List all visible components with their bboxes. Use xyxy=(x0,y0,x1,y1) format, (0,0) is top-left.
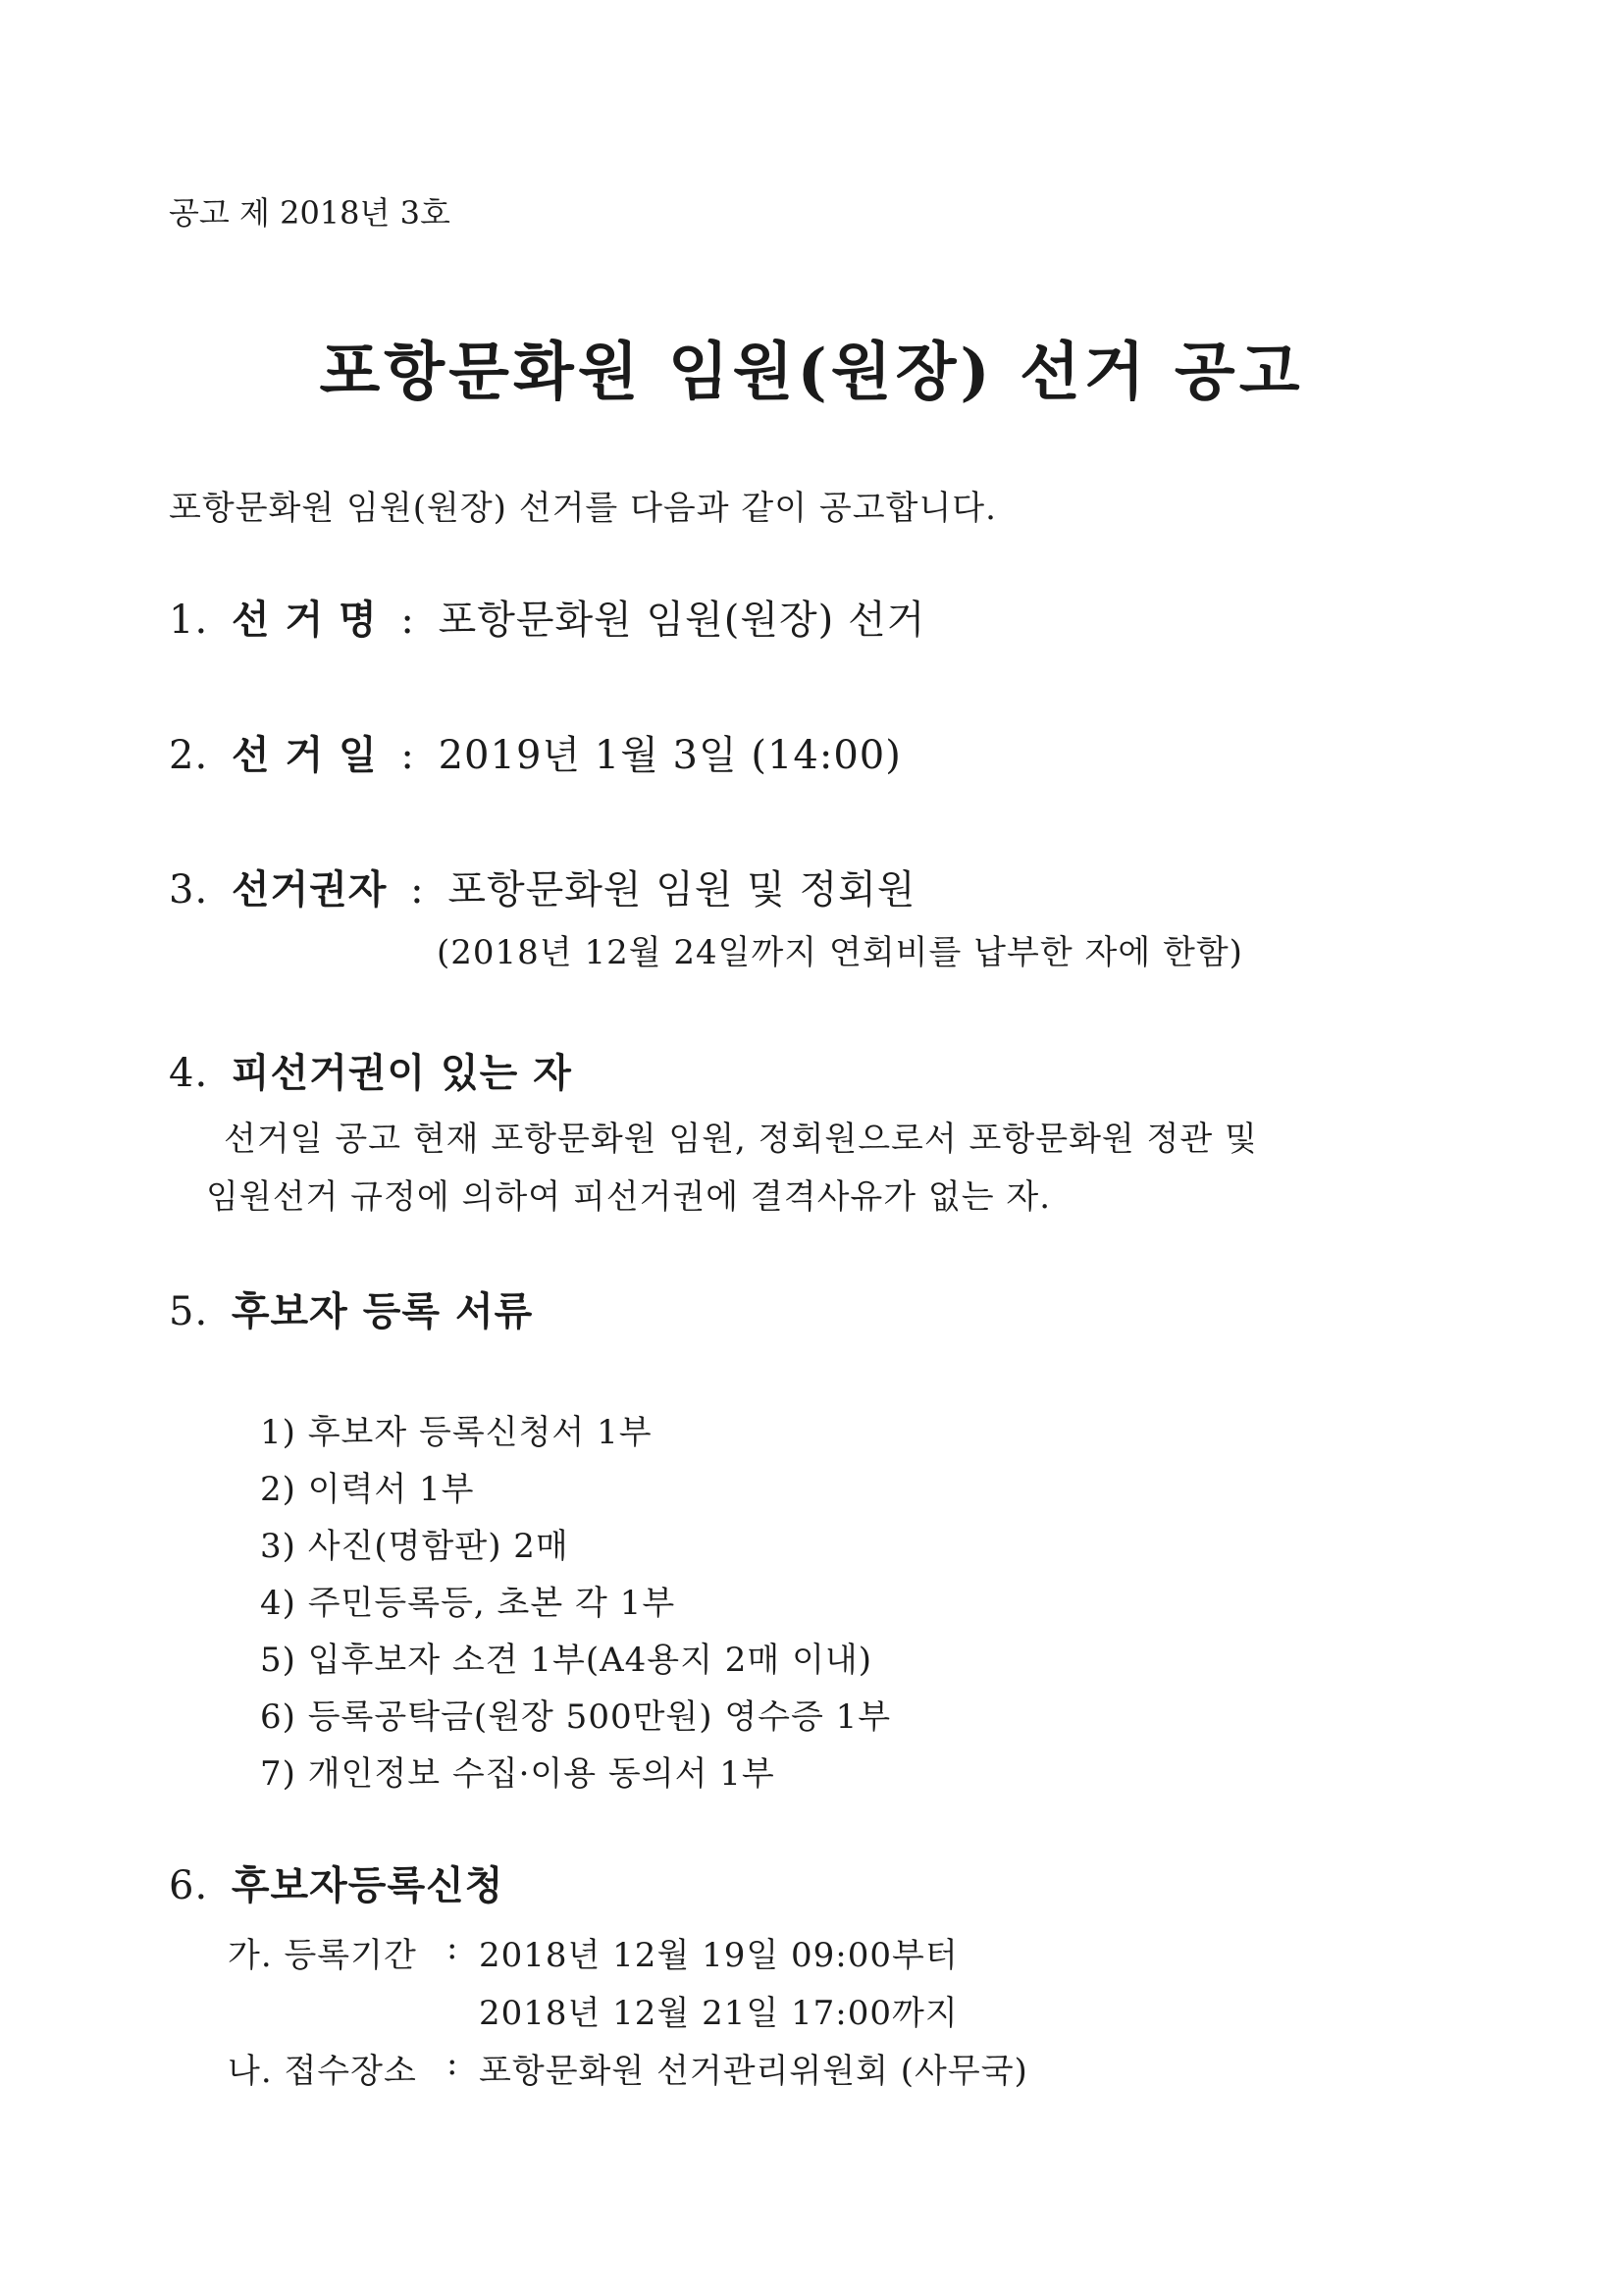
list-item: 2) 이력서 1부 xyxy=(260,1470,475,1509)
section-3-separator: : xyxy=(410,867,425,913)
list-item: 6) 등록공탁금(원장 500만원) 영수증 1부 xyxy=(260,1697,892,1737)
section-1 xyxy=(169,589,925,645)
registration-period-start: 2018년 12월 19일 09:00부터 xyxy=(479,1936,959,1975)
page-title: 포항문화원 임원(원장) 선거 공고 xyxy=(319,336,1304,409)
section-5-number: 5. xyxy=(169,1289,209,1334)
section-4-label: 피선거권이 있는 자 xyxy=(231,1050,572,1096)
section-2-value: 2019년 1월 3일 (14:00) xyxy=(438,733,902,778)
section-2-label: 선 거 일 xyxy=(231,732,378,778)
section-3-number: 3. xyxy=(169,867,209,913)
section-6-number: 6. xyxy=(169,1863,209,1908)
section-6 xyxy=(169,1854,503,1910)
reception-place-value: 포항문화원 선거관리위원회 (사무국) xyxy=(479,2052,1028,2091)
list-item: 3) 사진(명함판) 2매 xyxy=(260,1527,569,1566)
section-4-line-2: 임원선거 규정에 의하여 피선거권에 결격사유가 없는 자. xyxy=(206,1177,1052,1217)
section-4 xyxy=(169,1042,572,1098)
section-4-number: 4. xyxy=(169,1051,209,1096)
section-2-separator: : xyxy=(400,733,415,778)
notice-number: 공고 제 2018년 3호 xyxy=(169,194,450,232)
section-3-note: (2018년 12월 24일까지 연회비를 납부한 자에 한함) xyxy=(437,933,1243,972)
section-1-value: 포항문화원 임원(원장) 선거 xyxy=(438,598,926,643)
list-item: 4) 주민등록등, 초본 각 1부 xyxy=(260,1584,676,1623)
intro-text: 포항문화원 임원(원장) 선거를 다음과 같이 공고합니다. xyxy=(169,489,997,528)
section-3-value: 포항문화원 임원 및 정회원 xyxy=(447,867,916,913)
section-5 xyxy=(169,1280,533,1336)
reception-place-separator: : xyxy=(446,2044,459,2083)
section-1-number: 1. xyxy=(169,598,209,643)
section-2-number: 2. xyxy=(169,733,209,778)
reception-place-label: 나. 접수장소 xyxy=(228,2052,417,2091)
registration-period-end: 2018년 12월 21일 17:00까지 xyxy=(479,1994,959,2033)
section-3 xyxy=(169,859,916,914)
list-item: 1) 후보자 등록신청서 1부 xyxy=(260,1413,653,1452)
section-2 xyxy=(169,724,902,780)
section-3-label: 선거권자 xyxy=(231,866,388,913)
section-6-label: 후보자등록신청 xyxy=(231,1862,504,1908)
section-4-line-1: 선거일 공고 현재 포항문화원 임원, 정회원으로서 포항문화원 정관 및 xyxy=(224,1120,1258,1159)
registration-period-separator: : xyxy=(446,1928,459,1967)
section-1-label: 선 거 명 xyxy=(231,597,378,643)
list-item: 7) 개인정보 수집·이용 동의서 1부 xyxy=(260,1754,775,1794)
section-5-label: 후보자 등록 서류 xyxy=(231,1288,534,1334)
registration-period-label: 가. 등록기간 xyxy=(228,1936,417,1975)
list-item: 5) 입후보자 소견 1부(A4용지 2매 이내) xyxy=(260,1641,873,1680)
section-1-separator: : xyxy=(400,598,415,643)
